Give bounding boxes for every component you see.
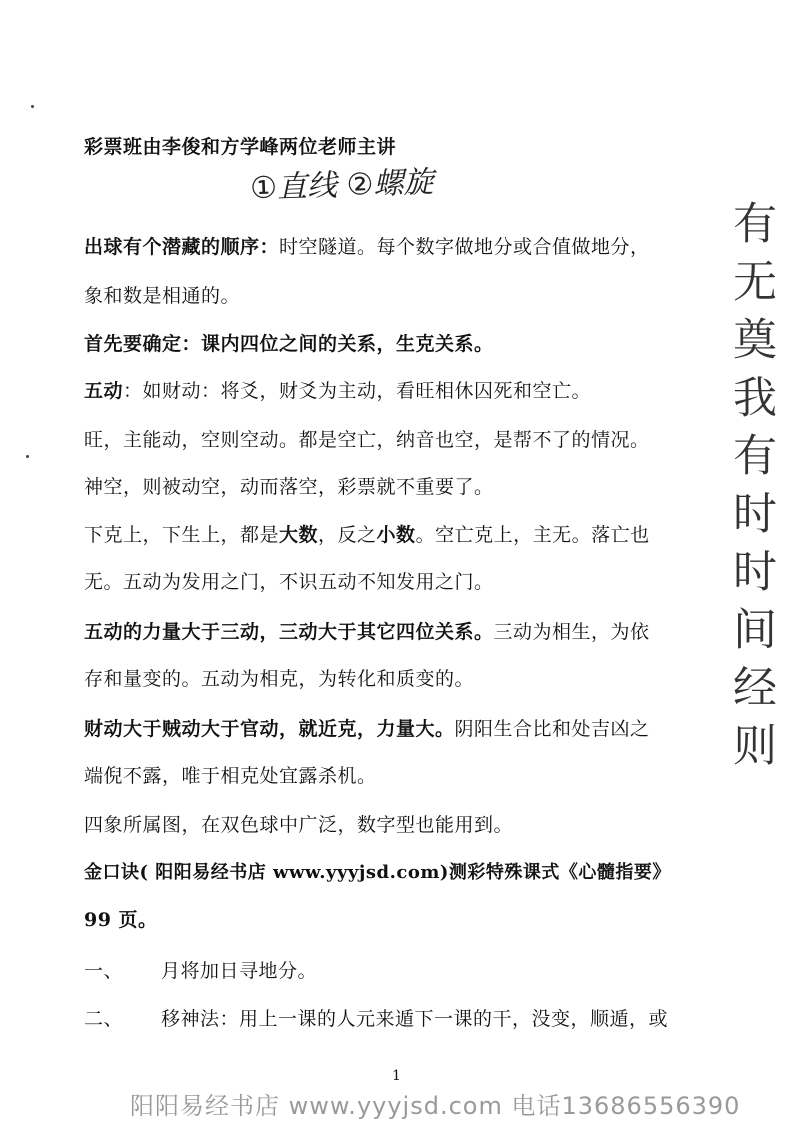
- paragraph-7-cont: 存和量变的。五动为相克，为转化和质变的。: [84, 668, 475, 690]
- margin-handwriting: 有无奠我有时时间经则: [725, 200, 776, 780]
- p1-text: 时空隧道。每个数字做地分或合值做地分，: [279, 236, 650, 258]
- paragraph-10-cont: 99 页。: [84, 909, 158, 931]
- scan-speck: [31, 105, 34, 108]
- p6-bold-1: 大数: [279, 524, 319, 546]
- paragraph-8-cont: 端倪不露，唯于相克处宜露杀机。: [84, 765, 377, 787]
- paragraph-5: 神空，则被动空，动而落空，彩票就不重要了。: [84, 476, 494, 498]
- paragraph-10: 金口诀( 阳阳易经书店 www.yyyjsd.com)测彩特殊课式《心髓指要》: [84, 862, 671, 883]
- p7-bold: 五动的力量大于三动，三动大于其它四位关系。: [84, 621, 494, 643]
- list-item-1: [84, 958, 317, 984]
- p3-bold: 五动: [84, 380, 124, 402]
- p6-bold-2: 小数: [376, 524, 416, 546]
- list-text-1: 月将加日寻地分。: [161, 960, 318, 982]
- p6-a: 下克上，下生上，都是: [84, 524, 280, 546]
- handwritten-note: ①直线 ②螺旋: [249, 164, 435, 207]
- scan-speck: [26, 455, 29, 458]
- p6-d: 。空亡克上，主无。落亡也: [415, 524, 650, 546]
- p1-bold: 出球有个潜藏的顺序：: [84, 236, 280, 258]
- footer-watermark: 阳阳易经书店 www.yyyjsd.com 电话13686556390: [130, 1092, 741, 1120]
- p3-text: ：如财动：将爻，财爻为主动，看旺相休囚死和空亡。: [123, 380, 592, 402]
- paragraph-1-cont: 象和数是相通的。: [84, 285, 241, 307]
- p7-text: 三动为相生，为依: [493, 621, 650, 643]
- paragraph-8: [84, 716, 650, 742]
- list-item-2: [84, 1006, 668, 1032]
- paragraph-9: 四象所属图，在双色球中广泛，数字型也能用到。: [84, 814, 514, 836]
- paragraph-7: [84, 619, 650, 645]
- list-num-1: 一、: [84, 960, 124, 982]
- paragraph-3: [84, 378, 591, 404]
- paragraph-2: 首先要确定：课内四位之间的关系，生克关系。: [84, 333, 494, 355]
- list-text-2: 移神法：用上一课的人元来遁下一课的干，没变，顺遁，或: [161, 1008, 669, 1030]
- paragraph-6-cont: 无。五动为发用之门，不识五动不知发用之门。: [84, 571, 494, 593]
- p6-c: ，反之: [318, 524, 377, 546]
- page-number: 1: [392, 1068, 401, 1084]
- p8-bold: 财动大于贼动大于官动，就近克，力量大。: [84, 718, 455, 740]
- page-title: 彩票班由李俊和方学峰两位老师主讲: [84, 136, 397, 158]
- p8-text: 阴阳生合比和处吉凶之: [454, 718, 650, 740]
- list-num-2: 二、: [84, 1008, 124, 1030]
- paragraph-1: [84, 234, 650, 260]
- paragraph-6: [84, 522, 650, 548]
- paragraph-4: 旺，主能动，空则空动。都是空亡，纳音也空，是帮不了的情况。: [84, 429, 650, 451]
